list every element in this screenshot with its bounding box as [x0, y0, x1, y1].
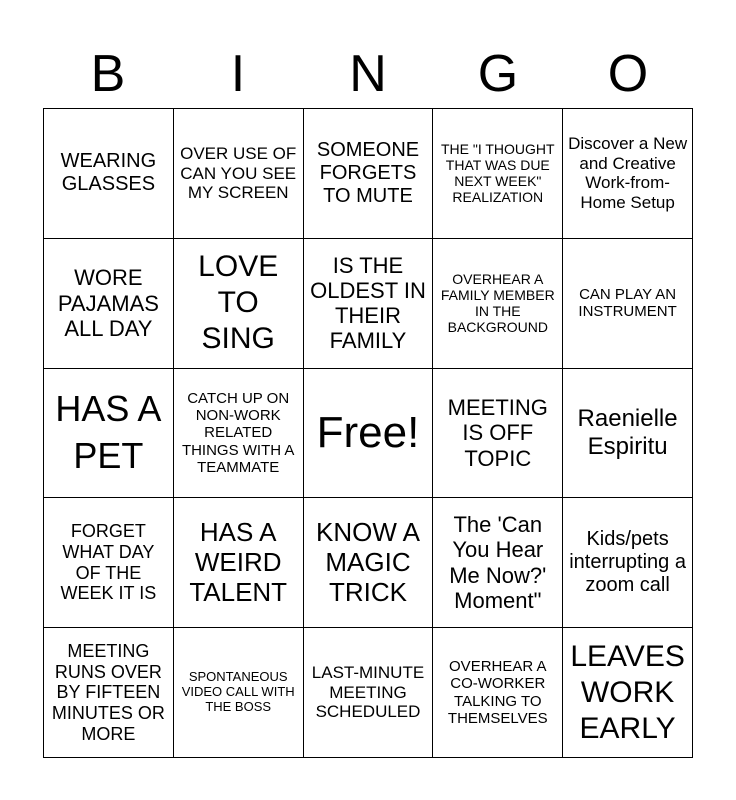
bingo-cell[interactable]: CAN PLAY AN INSTRUMENT — [563, 239, 693, 369]
header-letter-n: N — [349, 45, 387, 103]
bingo-cell[interactable]: MEETING RUNS OVER BY FIFTEEN MINUTES OR MORE — [44, 628, 174, 758]
bingo-cell[interactable]: OVERHEAR A FAMILY MEMBER IN THE BACKGROUND — [433, 239, 563, 369]
bingo-cell[interactable]: THE "I THOUGHT THAT WAS DUE NEXT WEEK" REALIZATION — [433, 109, 563, 239]
bingo-card-grid — [43, 108, 693, 758]
bingo-cell[interactable]: KNOW A MAGIC TRICK — [304, 498, 434, 628]
bingo-cell[interactable]: IS THE OLDEST IN THEIR FAMILY — [304, 239, 434, 369]
bingo-cell[interactable]: CATCH UP ON NON-WORK RELATED THINGS WITH A TEAMMATE — [174, 369, 304, 499]
bingo-cell[interactable]: SOMEONE FORGETS TO MUTE — [304, 109, 434, 239]
bingo-cell[interactable]: LEAVES WORK EARLY — [563, 628, 693, 758]
bingo-cell[interactable]: HAS A PET — [44, 369, 174, 499]
bingo-cell[interactable]: OVER USE OF CAN YOU SEE MY SCREEN — [174, 109, 304, 239]
bingo-cell[interactable]: LAST-MINUTE MEETING SCHEDULED — [304, 628, 434, 758]
header-letter-b: B — [90, 45, 126, 103]
bingo-cell[interactable]: HAS A WEIRD TALENT — [174, 498, 304, 628]
bingo-cell[interactable]: Raenielle Espiritu — [563, 369, 693, 499]
bingo-cell[interactable]: WEARING GLASSES — [44, 109, 174, 239]
bingo-cell[interactable]: MEETING IS OFF TOPIC — [433, 369, 563, 499]
header-letter-i: I — [230, 45, 246, 103]
bingo-cell[interactable]: The 'Can You Hear Me Now?' Moment" — [433, 498, 563, 628]
bingo-cell[interactable]: FORGET WHAT DAY OF THE WEEK IT IS — [44, 498, 174, 628]
bingo-cell[interactable]: WORE PAJAMAS ALL DAY — [44, 239, 174, 369]
bingo-cell[interactable]: Discover a New and Creative Work-from-Home Setup — [563, 109, 693, 239]
bingo-free-cell[interactable]: Free! — [304, 369, 434, 499]
bingo-cell[interactable]: LOVE TO SING — [174, 239, 304, 369]
bingo-header — [43, 40, 693, 108]
bingo-cell[interactable]: SPONTANEOUS VIDEO CALL WITH THE BOSS — [174, 628, 304, 758]
header-letter-o: O — [607, 45, 649, 103]
header-letter-g: G — [477, 45, 519, 103]
bingo-cell[interactable]: OVERHEAR A CO-WORKER TALKING TO THEMSELVES — [433, 628, 563, 758]
bingo-cell[interactable]: Kids/pets interrupting a zoom call — [563, 498, 693, 628]
